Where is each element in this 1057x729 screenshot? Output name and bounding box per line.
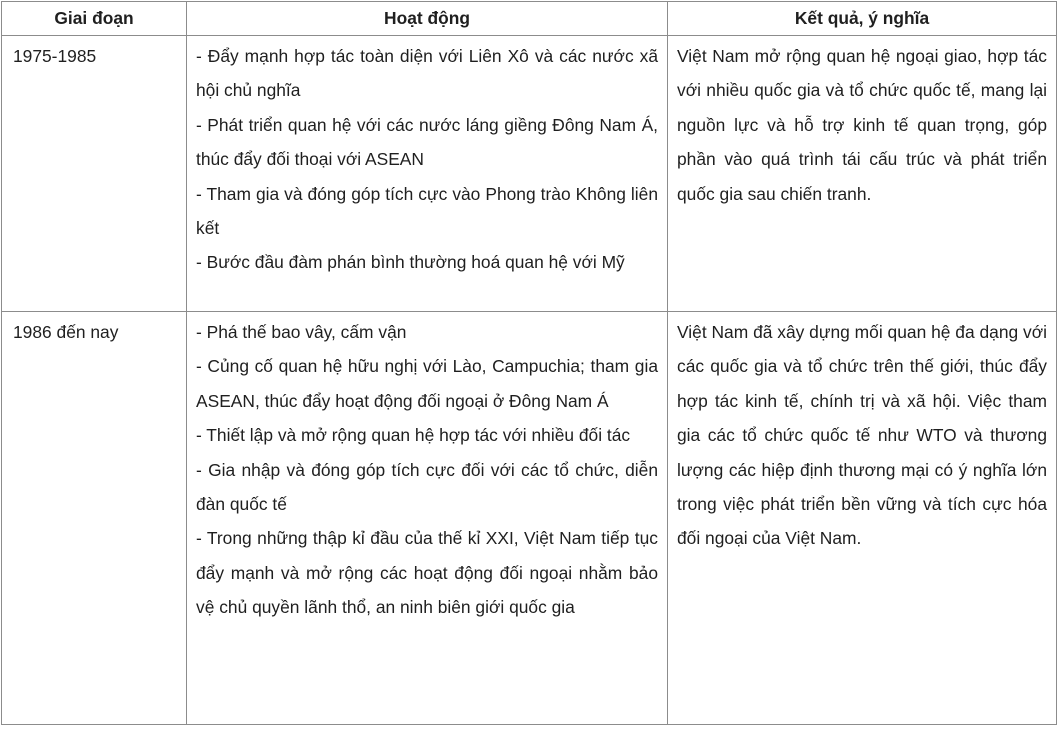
header-period: Giai đoạn — [2, 2, 187, 36]
header-activities: Hoạt động — [187, 2, 668, 36]
activity-item: - Củng cố quan hệ hữu nghị với Lào, Campuchia; tham gia ASEAN, thúc đẩy hoạt động đối ngoại ở Đông Nam Á — [196, 356, 658, 411]
result-text: Việt Nam mở rộng quan hệ ngoại giao, hợp tác với nhiều quốc gia và tổ chức quốc tế, mang lại nguồn lực và hỗ trợ kinh tế quan trọng, góp phần vào quá trình tái cấu trúc và phát triển quốc gia sau chiến tranh. — [677, 46, 1047, 204]
result-cell — [668, 312, 1057, 725]
activity-item: - Gia nhập và đóng góp tích cực đối với các tổ chức, diễn đàn quốc tế — [196, 459, 658, 515]
activities-cell — [187, 312, 668, 725]
period-cell: 1975-1985 — [2, 36, 187, 312]
header-row — [2, 2, 1057, 36]
activity-item: - Trong những thập kỉ đầu của thế kỉ XXI, Việt Nam tiếp tục đẩy mạnh và mở rộng các hoạt động đối ngoại nhằm bảo vệ chủ quyền lãnh thổ, an ninh biên giới quốc gia — [196, 528, 658, 618]
activity-item: - Đẩy mạnh hợp tác toàn diện với Liên Xô và các nước xã hội chủ nghĩa — [196, 46, 658, 101]
activity-item: - Phá thế bao vây, cấm vận — [196, 322, 407, 342]
activities-cell — [187, 36, 668, 312]
result-cell — [668, 36, 1057, 312]
table-row — [2, 36, 1057, 312]
period-cell: 1986 đến nay — [2, 312, 187, 725]
table-row — [2, 312, 1057, 725]
result-text: Việt Nam đã xây dựng mối quan hệ đa dạng với các quốc gia và tổ chức trên thế giới, thúc đẩy hợp tác kinh tế, chính trị và xã hội. Việc tham gia các tổ chức quốc tế như WTO và thương lượng các hiệp định thương mại có ý nghĩa lớn trong việc phát triển bền vững và tích cực hóa đối ngoại của Việt Nam. — [677, 322, 1047, 549]
activity-item: - Tham gia và đóng góp tích cực vào Phong trào Không liên kết — [196, 183, 658, 239]
activity-item: - Thiết lập và mở rộng quan hệ hợp tác với nhiều đối tác — [196, 425, 631, 446]
activity-item: - Phát triển quan hệ với các nước láng giềng Đông Nam Á, thúc đẩy đối thoại với ASEAN — [196, 114, 658, 170]
header-results: Kết quả, ý nghĩa — [668, 2, 1057, 36]
activity-item: - Bước đầu đàm phán bình thường hoá quan hệ với Mỹ — [196, 252, 625, 273]
history-table — [1, 1, 1057, 725]
